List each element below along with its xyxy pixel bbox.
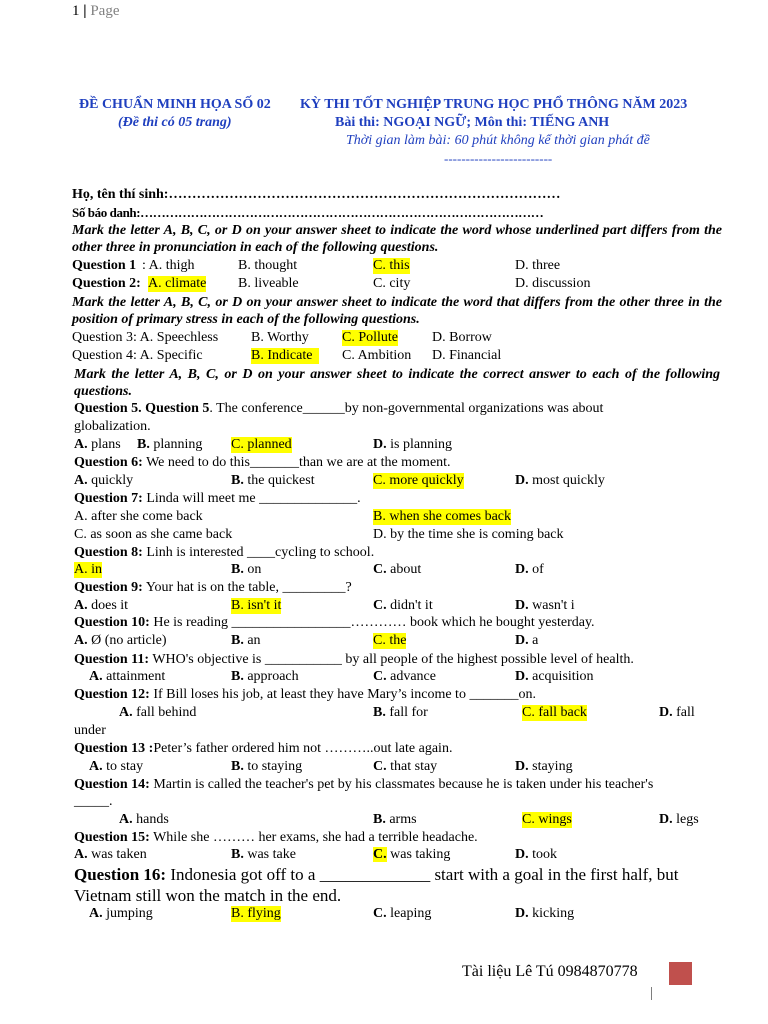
q6-option-c: C. more quickly xyxy=(373,473,464,488)
q10-option-b: an xyxy=(247,633,261,648)
q1-option-a: : A. thigh xyxy=(142,258,195,273)
q2-option-c: C. city xyxy=(373,276,411,291)
question-14 xyxy=(0,777,768,795)
q5-option-c: C. planned xyxy=(231,437,292,452)
q6-options: A. quickly B. the quickest C. more quickly D. most quickly xyxy=(74,473,605,488)
footer-text: Tài liệu Lê Tú 0984870778 xyxy=(462,963,638,980)
q16-text-cont: Vietnam still won the match in the end. xyxy=(74,886,342,905)
q9-option-a: does it xyxy=(91,598,129,613)
question-4 xyxy=(0,348,768,366)
page-sep: | xyxy=(83,3,87,19)
q9-text: Your hat is on the table, _________? xyxy=(142,580,352,595)
q11-options: A. attainment B. approach C. advance D. acquisition xyxy=(89,669,594,684)
q1-label: Question 1 xyxy=(72,258,137,273)
q13-option-d: staying xyxy=(532,759,573,774)
q12-option-b: fall for xyxy=(389,705,428,720)
q3-option-c: C. Pollute xyxy=(342,330,399,345)
q3-option-d: D. Borrow xyxy=(432,330,492,345)
q12-label: Question 12: xyxy=(74,687,150,702)
q6-label: Question 6: xyxy=(74,455,143,470)
q12-option-d-cont: under xyxy=(74,723,106,738)
q7-text: Linda will meet me ______________. xyxy=(142,491,361,506)
q16-option-b: B. flying xyxy=(231,906,281,921)
q2-label: Question 2: xyxy=(72,276,141,291)
page-number xyxy=(72,3,119,20)
q8-label: Question 8: xyxy=(74,545,143,560)
q12-text: If Bill loses his job, at least they have Mary’s income to _______on. xyxy=(149,687,536,702)
q12-option-a: fall behind xyxy=(136,705,197,720)
candidate-name: Họ, tên thí sinh:………………………………………………………………………… xyxy=(72,187,561,202)
q2-option-b: B. liveable xyxy=(238,276,299,291)
q16-option-a: jumping xyxy=(106,906,153,921)
q13-label: Question 13 : xyxy=(74,741,154,756)
q13-option-b: to staying xyxy=(247,759,303,774)
q11-option-a: attainment xyxy=(106,669,166,684)
q2-option-a: A. climate xyxy=(148,276,207,291)
q16-option-c: leaping xyxy=(390,906,432,921)
candidate-id: Số báo danh:…………………………………………………………………………………… xyxy=(72,205,544,220)
q10-text: He is reading _________________………… book which he bought yesterday. xyxy=(149,615,595,630)
q12-option-c: C. fall back xyxy=(522,705,587,720)
q15-option-a: was taken xyxy=(91,847,147,862)
question-8 xyxy=(0,545,768,563)
q14-option-a: hands xyxy=(136,812,169,827)
q8-option-c: about xyxy=(390,562,422,577)
q14-option-b: arms xyxy=(389,812,417,827)
q9-option-d: wasn't i xyxy=(532,598,575,613)
question-9 xyxy=(0,580,768,598)
q15-option-c: was taking xyxy=(386,847,451,862)
q5-label: Question 5. Question 5 xyxy=(74,401,210,416)
q4-option-d: D. Financial xyxy=(432,348,502,363)
question-16 xyxy=(0,865,768,887)
q10-options: A. Ø (no article) B. an C. the D. a xyxy=(74,633,539,648)
q7-label: Question 7: xyxy=(74,491,143,506)
q10-option-a: Ø (no article) xyxy=(91,633,167,648)
q15-option-b: was take xyxy=(247,847,296,862)
q11-option-c: advance xyxy=(390,669,436,684)
q13-options: A. to stay B. to staying C. that stay D. staying xyxy=(89,759,573,774)
q15-option-d: took xyxy=(532,847,558,862)
q7-option-a: A. after she come back xyxy=(74,509,203,524)
q9-option-c: didn't it xyxy=(390,598,433,613)
exam-subject: Bài thi: NGOẠI NGỮ; Môn thi: TIẾNG ANH xyxy=(335,115,610,130)
q7-option-c: C. as soon as she came back xyxy=(74,527,233,542)
exam-title: KỲ THI TỐT NGHIỆP TRUNG HỌC PHỔ THÔNG NĂM 2023 xyxy=(300,97,688,112)
q16-text: Indonesia got off to a _____________ start with a goal in the first half, but xyxy=(166,865,679,884)
q8-option-d: of xyxy=(532,562,544,577)
q7-options-1 xyxy=(0,509,768,527)
q15-label: Question 15: xyxy=(74,830,150,845)
q8-text: Linh is interested ____cycling to school. xyxy=(142,545,375,560)
page-label: Page xyxy=(90,3,120,19)
q14-options: A. hands B. arms C. wings D. legs xyxy=(119,812,699,827)
question-12 xyxy=(0,687,768,705)
q4-label: Question 4: A. Specific xyxy=(72,348,203,363)
q15-options: A. was taken B. was take C. was taking D. took xyxy=(74,847,558,862)
instruction-correct-answer: Mark the letter A, B, C, or D on your answer sheet to indicate the correct answer to each of the following questions. xyxy=(74,367,720,399)
question-7 xyxy=(0,491,768,509)
q1-option-d: D. three xyxy=(515,258,561,273)
question-6 xyxy=(0,455,768,473)
q7-option-b: B. when she comes back xyxy=(373,509,512,524)
q5-option-a: plans xyxy=(91,437,121,452)
q15-text: While she ……… her exams, she had a terrible headache. xyxy=(149,830,478,845)
page-num: 1 xyxy=(72,3,80,19)
instruction-stress: Mark the letter A, B, C, or D on your answer sheet to indicate the word that differs from the other three in the position of primary stress in each of the following questions. xyxy=(72,295,722,327)
q14-option-d: legs xyxy=(676,812,699,827)
q11-option-d: acquisition xyxy=(532,669,594,684)
q16-options: A. jumping B. flying C. leaping D. kicking xyxy=(89,906,575,921)
instruction-pronunciation: Mark the letter A, B, C, or D on your answer sheet to indicate the word whose underlined part differs from the other three in pronunciation in each of the following questions. xyxy=(72,223,722,255)
q6-option-d: most quickly xyxy=(532,473,605,488)
exam-pages-note: (Đề thi có 05 trang) xyxy=(118,115,232,130)
q15-option-c-letter: C. xyxy=(373,847,387,862)
footer-red-square xyxy=(669,962,692,985)
question-11 xyxy=(0,652,768,670)
text-cursor: | xyxy=(650,985,654,1001)
q6-text: We need to do this_______than we are at the moment. xyxy=(142,455,451,470)
q5-text: . The conference______by non-governmental organizations was about xyxy=(209,401,604,416)
question-13 xyxy=(0,741,768,759)
q13-option-a: to stay xyxy=(106,759,144,774)
q3-option-b: B. Worthy xyxy=(251,330,309,345)
q4-option-b: B. Indicate xyxy=(251,348,319,364)
exam-time: Thời gian làm bài: 60 phút không kể thời gian phát đề xyxy=(346,133,650,148)
q5-option-d: is planning xyxy=(390,437,452,452)
q9-option-b: B. isn't it xyxy=(231,598,282,613)
question-2 xyxy=(0,276,768,294)
question-3 xyxy=(0,330,768,348)
q1-option-c: C. this xyxy=(373,258,410,273)
exam-dashes: ------------------------- xyxy=(444,151,553,166)
q4-option-c: C. Ambition xyxy=(342,348,412,363)
question-15 xyxy=(0,830,768,848)
q8-options: A. in B. on C. about D. of xyxy=(74,562,544,577)
q14-text: Martin is called the teacher's pet by his classmates because he is taken under his teacher's xyxy=(149,777,654,792)
q14-text-cont: _____. xyxy=(74,794,113,809)
q10-option-c: C. the xyxy=(373,633,407,648)
question-1 xyxy=(0,258,768,276)
q10-option-d: a xyxy=(532,633,539,648)
q12-option-d: fall xyxy=(676,705,695,720)
q7-option-d: D. by the time she is coming back xyxy=(373,527,564,542)
q7-options-2 xyxy=(0,527,768,545)
q14-option-c: C. wings xyxy=(522,812,572,827)
q6-option-a: quickly xyxy=(91,473,134,488)
q12-options: A. fall behind B. fall for C. fall back D. fall xyxy=(119,705,695,720)
q9-options: A. does it B. isn't it C. didn't it D. wasn't i xyxy=(74,598,575,613)
q10-label: Question 10: xyxy=(74,615,150,630)
q8-option-a: A. in xyxy=(74,562,102,577)
q16-option-d: kicking xyxy=(532,906,575,921)
q5-text-cont: globalization. xyxy=(74,419,151,434)
exam-code-title: ĐỀ CHUẨN MINH HỌA SỐ 02 xyxy=(79,97,271,112)
q9-label: Question 9: xyxy=(74,580,143,595)
q5-options: A. plans B. planning C. planned D. is planning xyxy=(74,437,452,452)
q16-label: Question 16: xyxy=(74,865,167,884)
q3-label: Question 3: A. Speechless xyxy=(72,330,219,345)
q13-text: Peter’s father ordered him not ………..out late again. xyxy=(153,741,453,756)
question-5 xyxy=(0,401,768,419)
q6-option-b: the quickest xyxy=(247,473,315,488)
q11-option-b: approach xyxy=(247,669,299,684)
q1-option-b: B. thought xyxy=(238,258,298,273)
q11-label: Question 11: xyxy=(74,652,150,667)
question-10 xyxy=(0,615,768,633)
q2-option-d: D. discussion xyxy=(515,276,591,291)
q14-label: Question 14: xyxy=(74,777,150,792)
q11-text: WHO's objective is ___________ by all people of the highest possible level of health. xyxy=(149,652,634,667)
q5-option-b: planning xyxy=(153,437,203,452)
q8-option-b: on xyxy=(247,562,262,577)
q13-option-c: that stay xyxy=(390,759,438,774)
